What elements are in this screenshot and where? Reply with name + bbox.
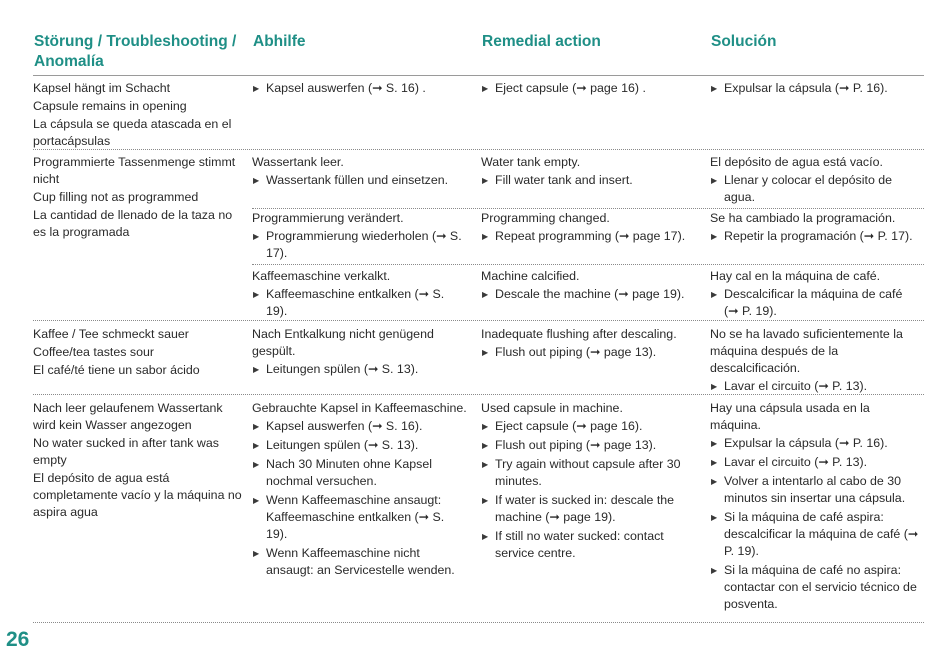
remedy-bullet: ▶ Programmierung wiederholen (➞ S. 17). — [252, 228, 467, 262]
remedy-bullet: ▶ Repeat programming (➞ page 17). — [481, 228, 696, 245]
remedy-bullet: ▶ Nach 30 Minuten ohne Kapsel nochmal versuchen. — [252, 456, 467, 490]
solution-cell-en — [481, 154, 696, 191]
row-divider — [252, 208, 924, 209]
cause-text: Se ha cambiado la programación. — [710, 211, 896, 225]
solution-cell-de — [252, 154, 467, 191]
cause-text: El depósito de agua está vacío. — [710, 155, 883, 169]
solution-cell-en — [481, 326, 696, 363]
cause-text: No se ha lavado suficientemente la máquina después de la descalcificación. — [710, 327, 903, 375]
remedy-bullet: ▶ If still no water sucked: contact service centre. — [481, 528, 696, 562]
remedy-bullet: ▶ Try again without capsule after 30 minutes. — [481, 456, 696, 490]
row-divider — [33, 149, 924, 150]
solution-cell-es — [710, 210, 920, 247]
remedy-bullet: ▶ Expulsar la cápsula (➞ P. 16). — [710, 435, 920, 452]
problem-text: Coffee/tea tastes sour — [33, 345, 154, 359]
remedy-bullet: ▶ Flush out piping (➞ page 13). — [481, 437, 696, 454]
cause-text: Water tank empty. — [481, 155, 581, 169]
remedy-bullet: ▶ Wenn Kaffeemaschine nicht ansaugt: an Servicestelle wenden. — [252, 545, 467, 579]
header-divider — [33, 75, 924, 76]
remedy-bullet: ▶ Volver a intentarlo al cabo de 30 minutos sin insertar una cápsula. — [710, 473, 920, 507]
row-divider — [33, 622, 924, 623]
remedy-bullet: ▶ Leitungen spülen (➞ S. 13). — [252, 437, 467, 454]
remedy-bullet: ▶ Lavar el circuito (➞ P. 13). — [710, 454, 920, 471]
problem-text: La cantidad de llenado de la taza no es la programada — [33, 208, 233, 239]
remedy-bullet: ▶ Expulsar la cápsula (➞ P. 16). — [710, 80, 920, 97]
solution-cell-de — [252, 268, 467, 322]
remedy-bullet: ▶ Fill water tank and insert. — [481, 172, 696, 189]
solution-cell-de — [252, 400, 467, 581]
solution-cell-en — [481, 80, 696, 99]
remedy-bullet: ▶ Si la máquina de café aspira: descalcificar la máquina de café (➞ P. 19). — [710, 509, 920, 560]
remedy-bullet: ▶ If water is sucked in: descale the machine (➞ page 19). — [481, 492, 696, 526]
cause-text: Wassertank leer. — [252, 155, 344, 169]
remedy-bullet: ▶ Eject capsule (➞ page 16) . — [481, 80, 696, 97]
remedy-bullet: ▶ Lavar el circuito (➞ P. 13). — [710, 378, 920, 395]
solution-cell-en — [481, 210, 696, 247]
problem-text: Cup filling not as programmed — [33, 190, 199, 204]
problem-cell — [33, 154, 243, 242]
problem-text: El café/té tiene un sabor ácido — [33, 363, 200, 377]
header-solucion: Solución — [711, 33, 777, 50]
problem-text: Kapsel hängt im Schacht — [33, 81, 171, 95]
cause-text: Gebrauchte Kapsel in Kaffeemaschine. — [252, 401, 467, 415]
solution-cell-en — [481, 268, 696, 305]
problem-text: El depósito de agua está completamente vacío y la máquina no aspira agua — [33, 471, 242, 519]
problem-text: Kaffee / Tee schmeckt sauer — [33, 327, 189, 341]
solution-cell-es — [710, 400, 920, 615]
remedy-bullet: ▶ Kapsel auswerfen (➞ S. 16). — [252, 418, 467, 435]
header-troubleshooting: Störung / Troubleshooting / Anomalía — [34, 33, 237, 70]
remedy-bullet: ▶ Wassertank füllen und einsetzen. — [252, 172, 467, 189]
solution-cell-es — [710, 154, 920, 208]
remedy-bullet: ▶ Flush out piping (➞ page 13). — [481, 344, 696, 361]
remedy-bullet: ▶ Llenar y colocar el depósito de agua. — [710, 172, 920, 206]
cause-text: Programming changed. — [481, 211, 610, 225]
solution-cell-es — [710, 268, 920, 322]
cause-text: Kaffeemaschine verkalkt. — [252, 269, 391, 283]
problem-text: Capsule remains in opening — [33, 99, 187, 113]
remedy-bullet: ▶ Descale the machine (➞ page 19). — [481, 286, 696, 303]
cause-text: Hay una cápsula usada en la máquina. — [710, 401, 870, 432]
remedy-bullet: ▶ Eject capsule (➞ page 16). — [481, 418, 696, 435]
remedy-bullet: ▶ Kapsel auswerfen (➞ S. 16) . — [252, 80, 467, 97]
cause-text: Used capsule in machine. — [481, 401, 623, 415]
page-number: 26 — [6, 628, 30, 651]
solution-cell-de — [252, 326, 467, 380]
problem-text: Programmierte Tassenmenge stimmt nicht — [33, 155, 236, 186]
solution-cell-de — [252, 210, 467, 264]
solution-cell-es — [710, 80, 920, 99]
cause-text: Hay cal en la máquina de café. — [710, 269, 881, 283]
remedy-bullet: ▶ Leitungen spülen (➞ S. 13). — [252, 361, 467, 378]
remedy-bullet: ▶ Kaffeemaschine entkalken (➞ S. 19). — [252, 286, 467, 320]
problem-cell — [33, 80, 243, 151]
problem-text: Nach leer gelaufenem Wassertank wird kein Wasser angezogen — [33, 401, 223, 432]
remedy-bullet: ▶ Repetir la programación (➞ P. 17). — [710, 228, 920, 245]
remedy-bullet: ▶ Si la máquina de café no aspira: contactar con el servicio técnico de posventa. — [710, 562, 920, 613]
problem-cell — [33, 326, 243, 380]
remedy-bullet: ▶ Descalcificar la máquina de café (➞ P. 19). — [710, 286, 920, 320]
cause-text: Programmierung verändert. — [252, 211, 404, 225]
solution-cell-es — [710, 326, 920, 397]
solution-cell-en — [481, 400, 696, 564]
cause-text: Nach Entkalkung nicht genügend gespült. — [252, 327, 434, 358]
cause-text: Inadequate flushing after descaling. — [481, 327, 677, 341]
header-remedial-action: Remedial action — [482, 33, 601, 50]
problem-text: No water sucked in after tank was empty — [33, 436, 219, 467]
header-abhilfe: Abhilfe — [253, 33, 306, 50]
row-divider — [252, 264, 924, 265]
problem-text: La cápsula se queda atascada en el portacápsulas — [33, 117, 232, 148]
solution-cell-de — [252, 80, 467, 99]
problem-cell — [33, 400, 243, 522]
row-divider — [33, 320, 924, 321]
row-divider — [33, 394, 924, 395]
remedy-bullet: ▶ Wenn Kaffeemaschine ansaugt: Kaffeemaschine entkalken (➞ S. 19). — [252, 492, 467, 543]
cause-text: Machine calcified. — [481, 269, 580, 283]
